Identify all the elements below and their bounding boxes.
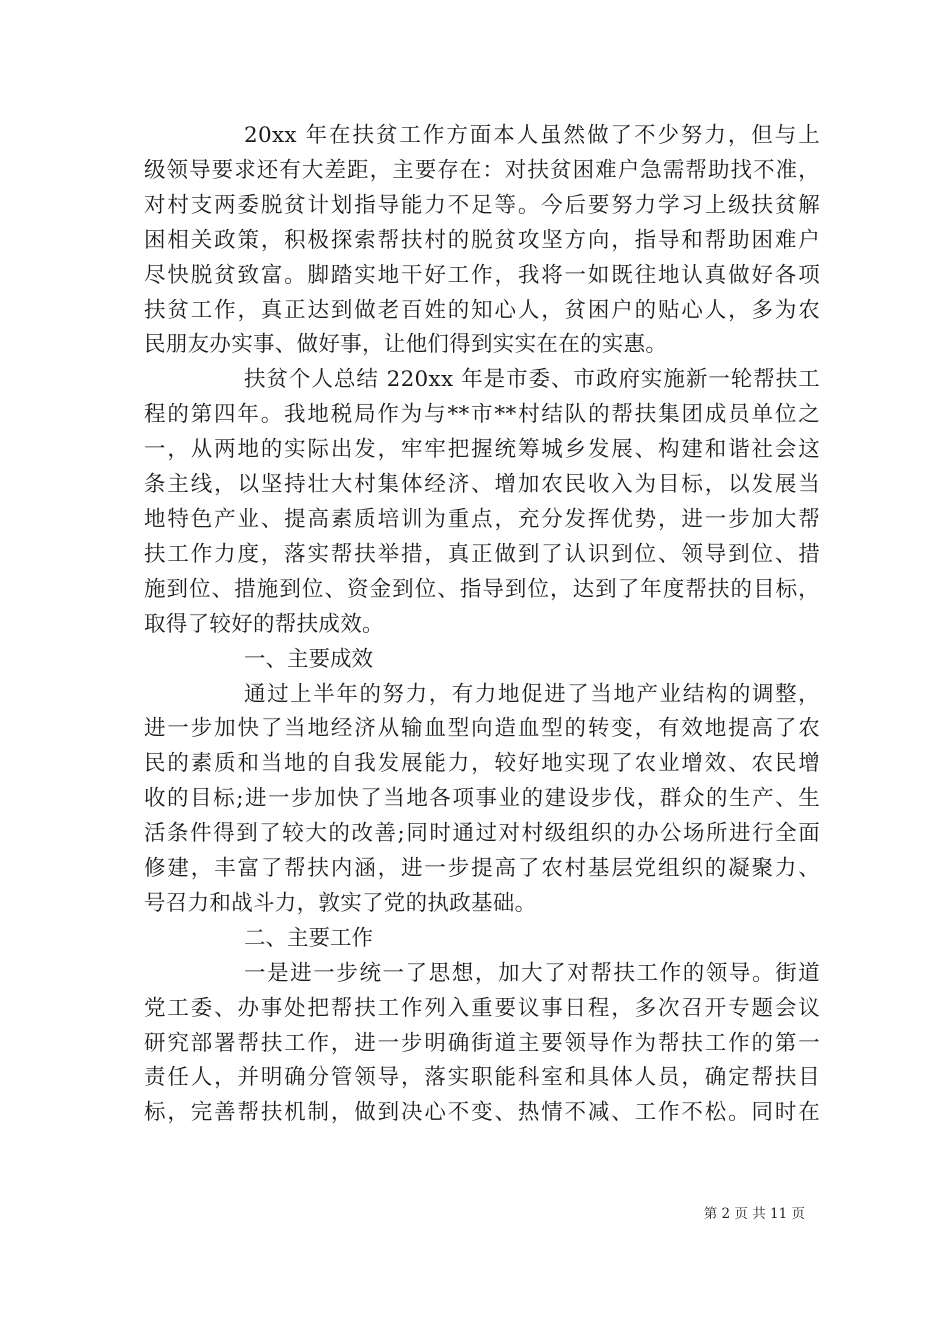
paragraph-line: 扶贫个人总结 220xx 年是市委、市政府实施新一轮帮扶工 [244,367,820,393]
body-paragraph [144,957,820,1132]
paragraph-line: 标，完善帮扶机制，做到决心不变、热情不减、工作不松。同时在 [144,1100,820,1126]
paragraph-line: 研究部署帮扶工作，进一步明确街道主要领导作为帮扶工作的第一 [144,1030,820,1056]
paragraph-line: 党工委、办事处把帮扶工作列入重要议事日程，多次召开专题会议 [144,995,820,1021]
paragraph-line: 条主线，以坚持壮大村集体经济、增加农民收入为目标，以发展当 [144,472,820,498]
paragraph-line: 一，从两地的实际出发，牢牢把握统筹城乡发展、构建和谐社会这 [144,437,820,463]
paragraph-line: 民的素质和当地的自我发展能力，较好地实现了农业增效、农民增 [144,751,820,777]
body-paragraph [144,119,820,363]
paragraph-line: 民朋友办实事、做好事，让他们得到实实在在的实惠。 [144,332,668,358]
paragraph-line: 级领导要求还有大差距，主要存在：对扶贫困难户急需帮助找不准， [144,157,820,183]
paragraph-line: 通过上半年的努力，有力地促进了当地产业结构的调整， [244,681,820,707]
document-body [144,119,820,1131]
paragraph-line: 责任人，并明确分管领导，落实职能科室和具体人员，确定帮扶目 [144,1065,820,1091]
paragraph-line: 活条件得到了较大的改善;同时通过对村级组织的办公场所进行全面 [144,821,820,847]
paragraph-line: 号召力和战斗力，敦实了党的执政基础。 [144,890,537,916]
paragraph-line: 困相关政策，积极探索帮扶村的脱贫攻坚方向，指导和帮助困难户 [144,227,820,253]
paragraph-line: 程的第四年。我地税局作为与**市**村结队的帮扶集团成员单位之 [144,402,820,428]
paragraph-line: 地特色产业、提高素质培训为重点，充分发挥优势，进一步加大帮 [144,506,820,532]
paragraph-line: 修建，丰富了帮扶内涵，进一步提高了农村基层党组织的凝聚力、 [144,856,820,882]
section-heading: 一、主要成效 [244,646,374,672]
paragraph-line: 施到位、措施到位、资金到位、指导到位，达到了年度帮扶的目标， [144,576,820,602]
paragraph-line: 20xx 年在扶贫工作方面本人虽然做了不少努力，但与上 [244,123,820,148]
paragraph-line: 对村支两委脱贫计划指导能力不足等。今后要努力学习上级扶贫解 [144,192,820,218]
paragraph-line: 扶工作力度，落实帮扶举措，真正做到了认识到位、领导到位、措 [144,541,820,567]
body-paragraph [144,678,820,922]
paragraph-line: 一是进一步统一了思想，加大了对帮扶工作的领导。街道 [244,960,820,986]
page-number: 第 2 页 共 11 页 [703,1206,805,1222]
paragraph-line: 扶贫工作，真正达到做老百姓的知心人，贫困户的贴心人，多为农 [144,297,820,323]
paragraph-line: 进一步加快了当地经济从输血型向造血型的转变，有效地提高了农 [144,716,820,742]
paragraph-line: 尽快脱贫致富。脚踏实地干好工作，我将一如既往地认真做好各项 [144,262,820,288]
section-heading: 二、主要工作 [244,925,374,951]
paragraph-line: 收的目标;进一步加快了当地各项事业的建设步伐，群众的生产、生 [144,786,820,812]
paragraph-line: 取得了较好的帮扶成效。 [144,611,384,637]
body-paragraph [144,363,820,642]
